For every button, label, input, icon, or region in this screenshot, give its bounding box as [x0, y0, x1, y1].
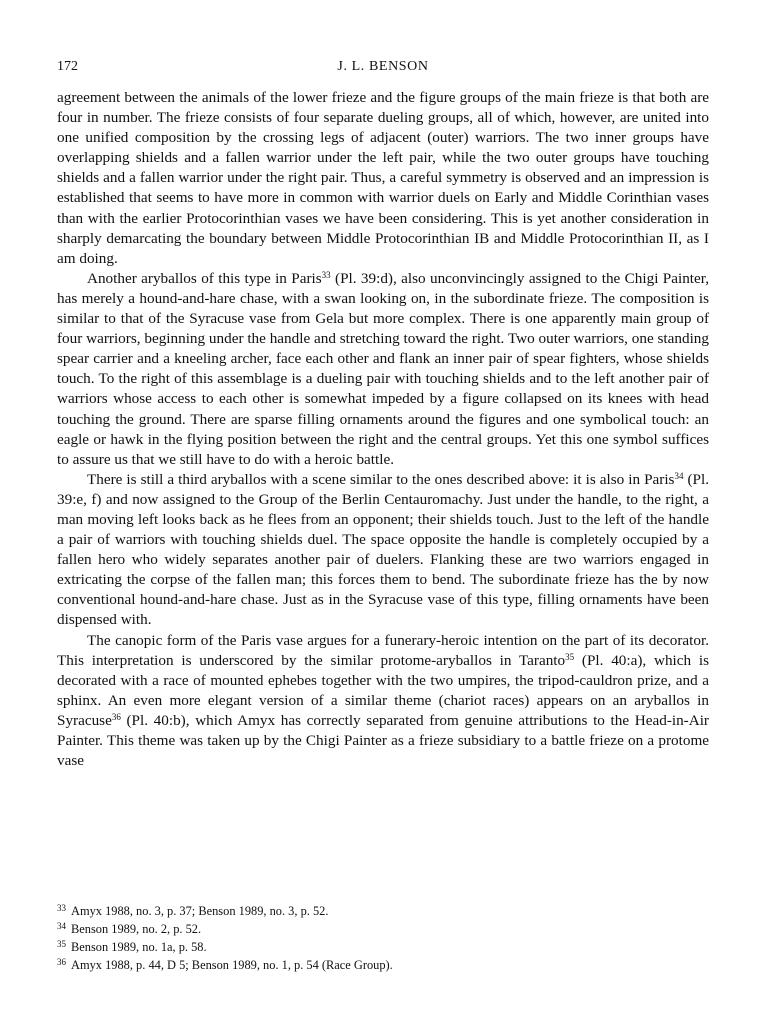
page-number: 172 — [57, 59, 78, 74]
footnotes — [57, 902, 709, 974]
paragraph-2 — [57, 269, 709, 470]
footnote-33 — [57, 902, 709, 920]
footnote-text: Benson 1989, no. 1a, p. 58. — [71, 940, 207, 954]
paragraph-2-text-b: (Pl. 39:d), also unconvincingly assigned to the Chigi Painter, has merely a hound-and-hare chase, with a swan looking on, in the subordinate frieze. The composition is similar to that of the Syracuse vase from Gela but more complex. There is one apparently main group of four warriors, beginning under the handle and stretching toward the right. Two outer warriors, one standing spear carrier and a kneeling archer, face each other and flank an inner pair of spear fighters, whose shields touch. To the right of this assemblage is a dueling pair with touching shields and to the left another pair of warriors whose access to each other is somewhat impeded by a figure collapsed on its knees with head touching the ground. There are sparse filling ornaments around the figures and one symbolical touch: an eagle or hawk in the flying position between the right and the central groups. Yet this one symbol suffices to assure us that we still have to do with a heroic battle. — [57, 269, 709, 468]
paragraph-3-text-a: There is still a third aryballos with a scene similar to the ones described above: it is also in Paris — [87, 470, 675, 488]
paragraph-4-text-c: (Pl. 40:b), which Amyx has correctly separated from genuine attributions to the Head-in-Air Painter. This theme was taken up by the Chigi Painter as a frieze subsidiary to a battle frieze on a protome vase — [57, 711, 709, 770]
paragraph-3 — [57, 470, 709, 631]
paragraph-4-text-b: (Pl. 40:a), which is decorated with a race of mounted ephebes together with the two umpires, the tripod-cauldron prize, and a sphinx. An even more elegant version of a similar theme (chariot races) appears on an aryballos in Syracuse — [57, 651, 709, 729]
footnote-ref-36[interactable]: 36 — [111, 711, 121, 722]
footnote-number: 36 — [57, 957, 66, 967]
body-text — [57, 88, 709, 771]
running-head — [57, 57, 709, 77]
footnote-text: Amyx 1988, no. 3, p. 37; Benson 1989, no. 3, p. 52. — [71, 904, 329, 918]
footnote-number: 33 — [57, 903, 66, 913]
footnote-35 — [57, 938, 709, 956]
footnote-number: 35 — [57, 939, 66, 949]
paragraph-2-text-a: Another aryballos of this type in Paris — [87, 269, 322, 287]
footnote-34 — [57, 920, 709, 938]
footnote-ref-33[interactable]: 33 — [321, 269, 331, 280]
footnote-text: Benson 1989, no. 2, p. 52. — [71, 922, 202, 936]
footnote-ref-35[interactable]: 35 — [565, 651, 575, 662]
footnote-number: 34 — [57, 921, 66, 931]
running-head-author: J. L. BENSON — [337, 59, 429, 74]
footnote-36 — [57, 956, 709, 974]
paragraph-1-text: agreement between the animals of the lower frieze and the figure groups of the main frieze is that both are four in number. The frieze consists of four separate dueling groups, all of which, however, are united into one unified composition by the crossing legs of adjacent (outer) warriors. The two inner groups have overlapping shields and a fallen warrior under the left pair, while the two outer groups have touching shields and a fallen warrior under the right pair. Thus, a careful symmetry is observed and an impression is established that seems to have more in common with warrior duels on Early and Middle Corinthian vases than with the earlier Protocorinthian vases we have been considering. This is yet another consideration in sharply demarcating the boundary between Middle Protocorinthian IB and Middle Protocorinthian II, as I am doing. — [57, 89, 709, 267]
footnote-text: Amyx 1988, p. 44, D 5; Benson 1989, no. 1, p. 54 (Race Group). — [71, 958, 393, 972]
footnote-ref-34[interactable]: 34 — [674, 470, 684, 481]
paragraph-4 — [57, 631, 709, 772]
paragraph-4-text-a: The canopic form of the Paris vase argues for a funerary-heroic intention on the part of its decorator. This interpretation is underscored by the similar protome-aryballos in Taranto — [57, 631, 709, 669]
paragraph-3-text-b: (Pl. 39:e, f) and now assigned to the Group of the Berlin Centauromachy. Just under the handle, to the right, a man moving left looks back as he flees from an opponent; their shields touch. Just to the left of the handle a pair of warriors with touching shields duel. The space opposite the handle is completely occupied by a fallen hero who widely separates another pair of duelers. Flanking these are two warriors engaged in extricating the corpse of the fallen man; this forces them to bend. The subordinate frieze has the by now conventional hound-and-hare chase. Just as in the Syracuse vase of this type, filling ornaments have been dispensed with. — [57, 470, 709, 629]
paragraph-1 — [57, 88, 709, 269]
